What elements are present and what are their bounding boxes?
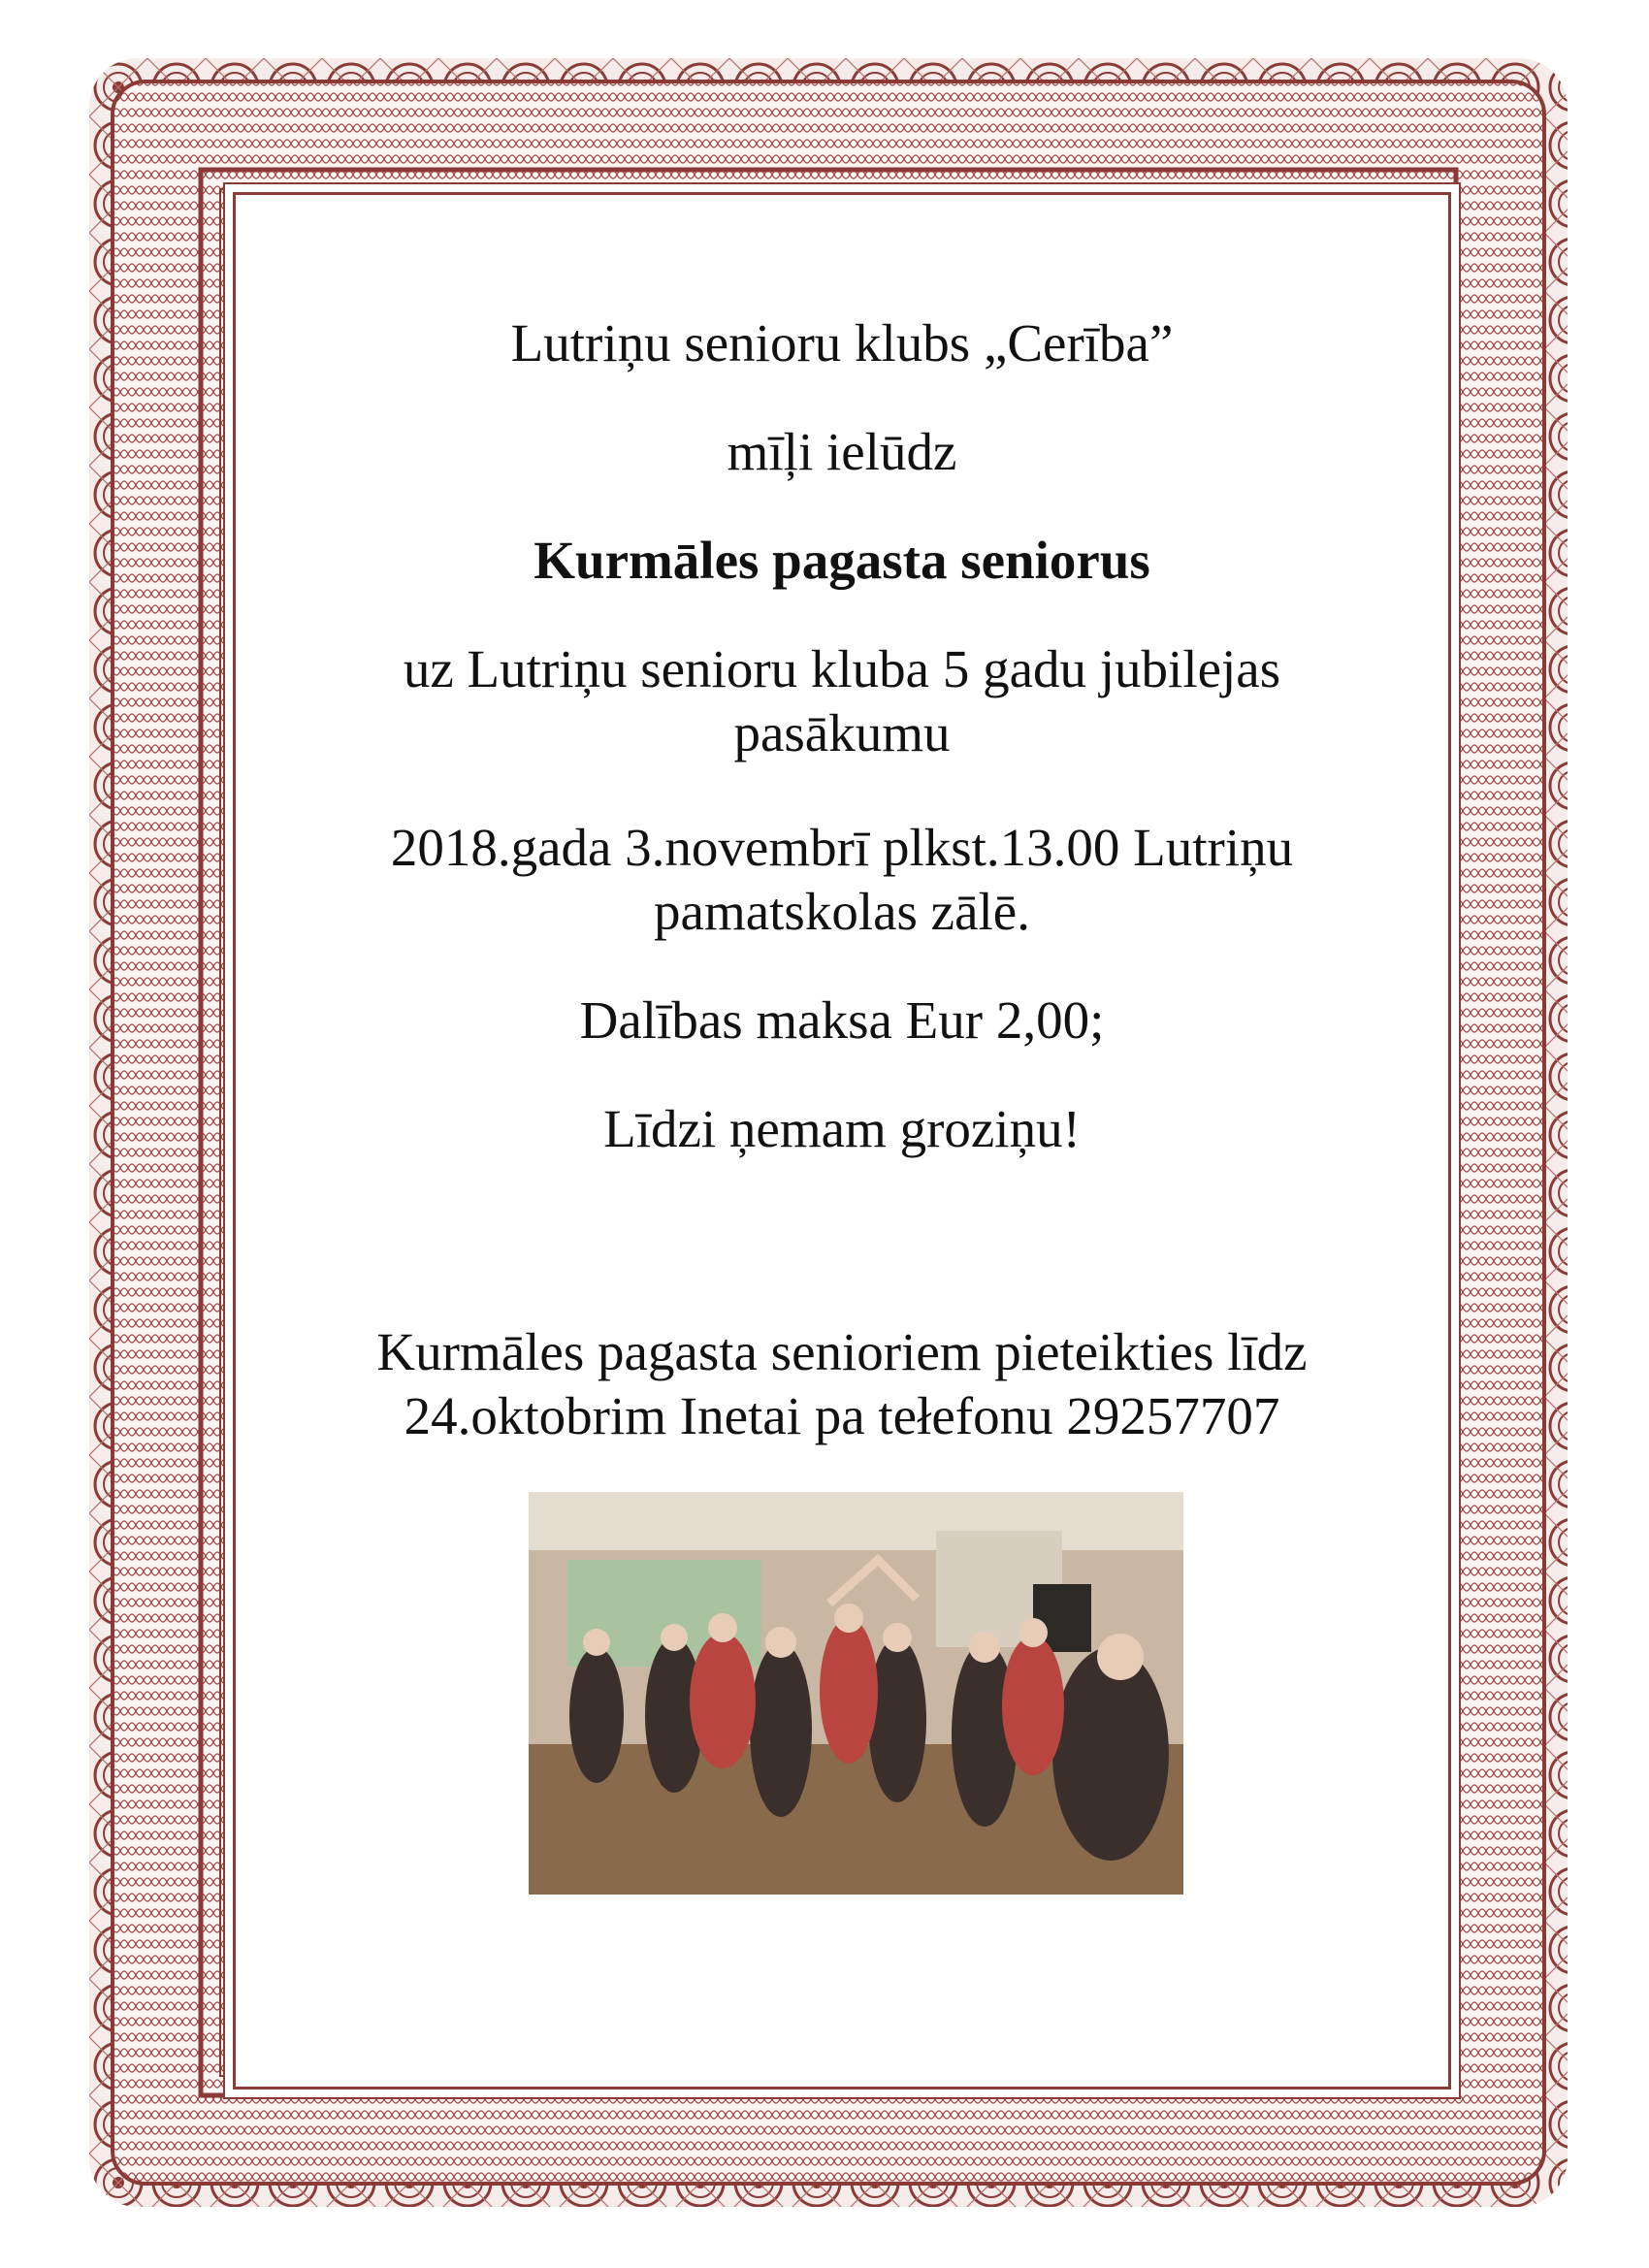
registration-line1: Kurmāles pagasta senioriem pieteikties līdz	[376, 1322, 1308, 1381]
date-line1: 2018.gada 3.novembrī plkst.13.00 Lutriņu	[390, 818, 1294, 877]
dancing-seniors-photo	[529, 1492, 1183, 1895]
date-line2: pamatskolas zālē.	[654, 882, 1030, 941]
event-description-line2: pasākumu	[733, 703, 951, 762]
event-description-line1: uz Lutriņu senioru kluba 5 gadu jubilejas	[403, 639, 1281, 698]
guests-heading: Kurmāles pagasta seniorus	[534, 531, 1150, 590]
club-name: Lutriņu senioru klubs „Cerība”	[510, 313, 1174, 373]
registration-line2: 24.oktobrim Inetai pa tełefonu 29257707	[404, 1386, 1280, 1445]
fee-text: Dalības maksa Eur 2,00;	[579, 990, 1105, 1050]
bring-basket-text: Līdzi ņemam groziņu!	[603, 1099, 1081, 1158]
invite-phrase: mīļi ielūdz	[727, 422, 957, 481]
